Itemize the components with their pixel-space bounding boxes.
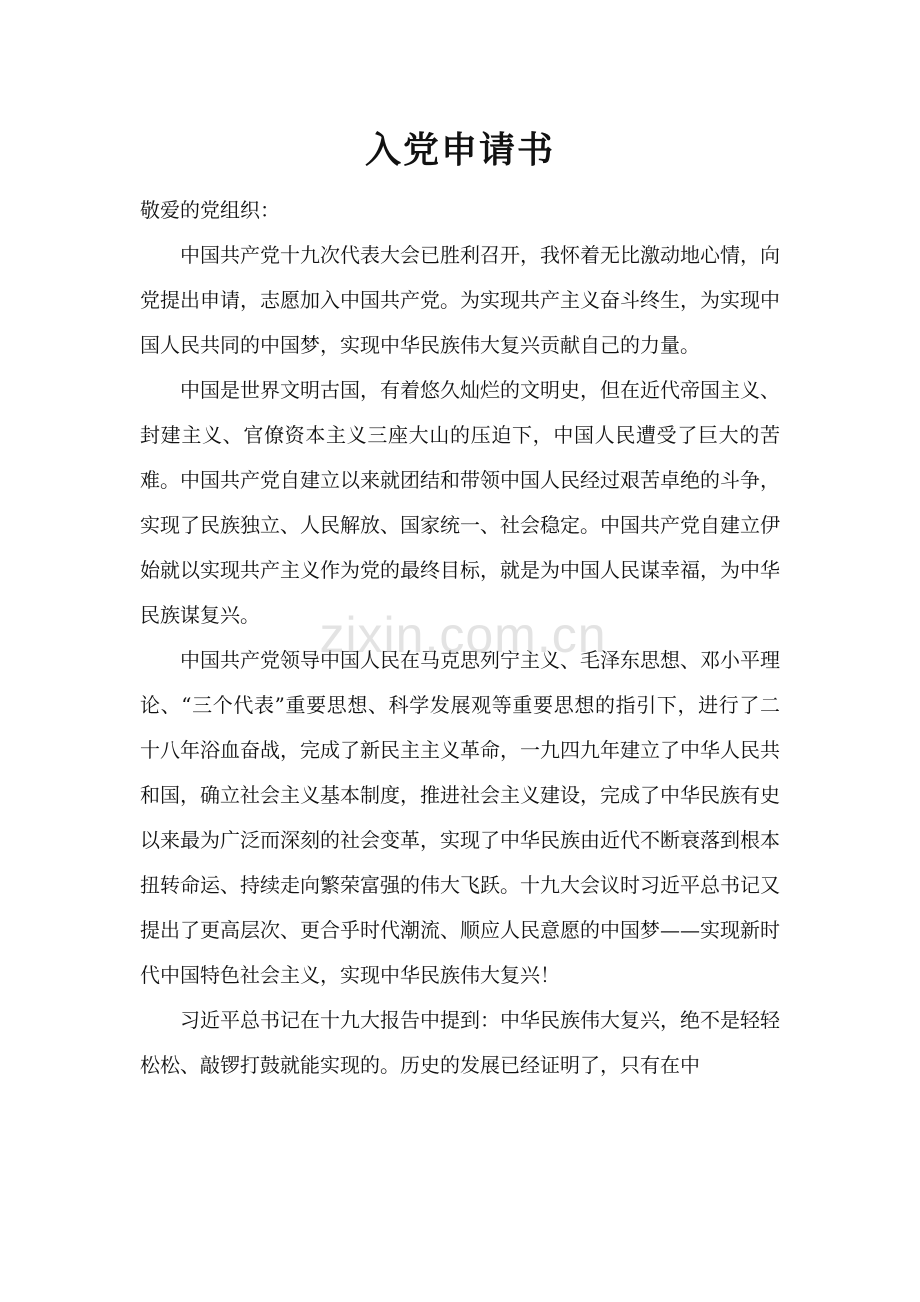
- document-title: 入党申请书: [364, 129, 555, 171]
- paragraph-3: 中国共产党领导中国人民在马克思列宁主义、毛泽东思想、邓小平理论、“三个代表”重要思想、科学发展观等重要思想的指引下，进行了二十八年浴血奋战，完成了新民主主义革命，一九四九年建立了中华人民共和国，确立社会主义基本制度，推进社会主义建设，完成了中华民族有史以来最为广泛而深刻的社会变革，实现了中华民族由近代不断衰落到根本扭转命运、持续走向繁荣富强的伟大飞跃。十九大会议时习近平总书记又提出了更高层次、更合乎时代潮流、顺应人民意愿的中国梦——实现新时代中国特色社会主义，实现中华民族伟大复兴！: [140, 648, 780, 987]
- paragraph-1: 中国共产党十九次代表大会已胜利召开，我怀着无比激动地心情，向党提出申请，志愿加入中国共产党。为实现共产主义奋斗终生，为实现中国人民共同的中国梦，实现中华民族伟大复兴贡献自己的力量。: [140, 243, 780, 357]
- salutation: 敬爱的党组织：: [140, 198, 280, 222]
- document-page: [140, 0, 780, 1302]
- watermark-text: zixin.com.cn: [319, 607, 607, 663]
- paragraph-2: 中国是世界文明古国，有着悠久灿烂的文明史，但在近代帝国主义、封建主义、官僚资本主义三座大山的压迫下，中国人民遭受了巨大的苦难。中国共产党自建立以来就团结和带领中国人民经过艰苦卓绝的斗争，实现了民族独立、人民解放、国家统一、社会稳定。中国共产党自建立伊始就以实现共产主义作为党的最终目标，就是为中国人民谋幸福，为中华民族谋复兴。: [140, 378, 780, 627]
- document-body: [140, 188, 780, 1088]
- paragraph-4: 习近平总书记在十九大报告中提到：中华民族伟大复兴，绝不是轻轻松松、敲锣打鼓就能实现的。历史的发展已经证明了，只有在中: [140, 1008, 780, 1077]
